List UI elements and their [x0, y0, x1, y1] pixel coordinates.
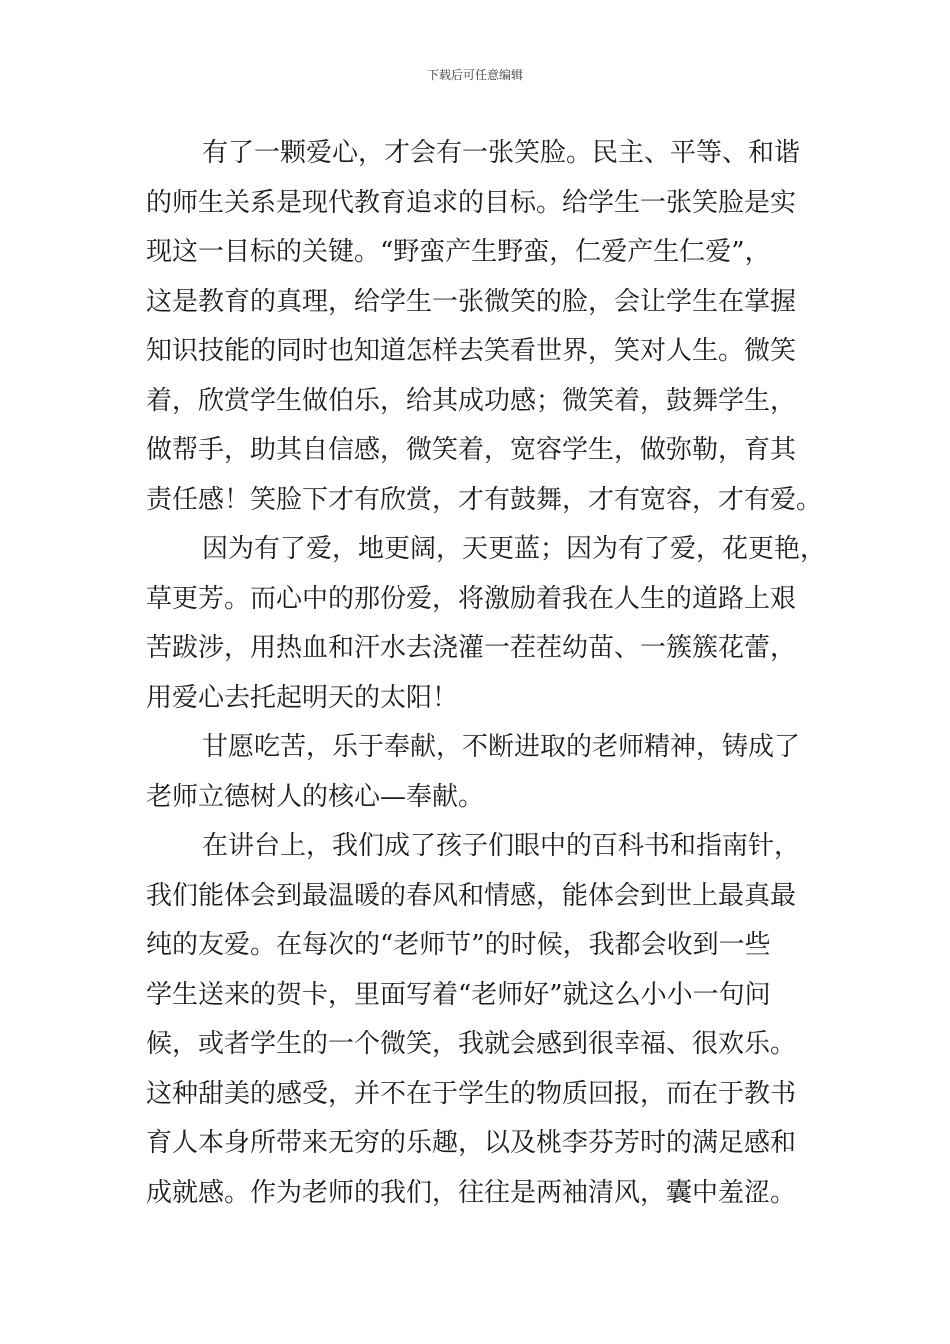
paragraph-line: 着，欣赏学生做伯乐，给其成功感；微笑着，鼓舞学生， [146, 385, 797, 416]
paragraph-line: 候，或者学生的一个微笑，我就会感到很幸福、很欢乐。 [146, 1029, 797, 1059]
paragraph-line: 知识技能的同时也知道怎样去笑看世界，笑对人生。微笑 [146, 336, 797, 366]
paragraph-line: 的师生关系是现代教育追求的目标。给学生一张笑脸是实 [146, 187, 797, 218]
paragraph-line: 现这一目标的关键。“野蛮产生野蛮，仁爱产生仁爱”， [146, 237, 771, 267]
paragraph-line: 草更芳。而心中的那份爱，将激励着我在人生的道路上艰 [146, 583, 797, 614]
paragraph-line: 这种甜美的感受，并不在于学生的物质回报，而在于教书 [146, 1078, 797, 1109]
paragraph-line: 成就感。作为老师的我们，往往是两袖清风，囊中羞涩。 [146, 1177, 797, 1208]
paragraph-line: 苦跋涉，用热血和汗水去浇灌一茬茬幼苗、一簇簇花蕾， [146, 633, 797, 663]
paragraph-line: 用爱心去托起明天的太阳！ [146, 682, 459, 713]
paragraph-line: 育人本身所带来无穷的乐趣，以及桃李芬芳时的满足感和 [146, 1128, 797, 1158]
page-header: 下载后可任意编辑 [426, 68, 523, 82]
paragraph-line: 有了一颗爱心，才会有一张笑脸。民主、平等、和谐 [202, 138, 801, 168]
paragraph-line: 老师立德树人的核心—奉献。 [146, 781, 485, 812]
paragraph-line: 纯的友爱。在每次的“老师节”的时候，我都会收到一些 [146, 930, 771, 960]
document-body [146, 129, 827, 1218]
paragraph-line: 做帮手，助其自信感，微笑着，宽容学生，做弥勒，育其 [146, 435, 797, 465]
paragraph-line: 学生送来的贺卡，里面写着“老师好”就这么小小一句问 [146, 979, 771, 1010]
paragraph-line: 责任感！笑脸下才有欣赏，才有鼓舞，才有宽容，才有爱。 [146, 484, 823, 515]
paragraph-line: 这是教育的真理，给学生一张微笑的脸，会让学生在掌握 [146, 286, 797, 317]
paragraph-line: 因为有了爱，地更阔，天更蓝；因为有了爱，花更艳， [202, 534, 827, 564]
paragraph-line: 在讲台上，我们成了孩子们眼中的百科书和指南针， [202, 831, 801, 861]
paragraph-line: 甘愿吃苦，乐于奉献，不断进取的老师精神，铸成了 [202, 732, 801, 762]
paragraph-line: 我们能体会到最温暖的春风和情感，能体会到世上最真最 [146, 880, 797, 911]
